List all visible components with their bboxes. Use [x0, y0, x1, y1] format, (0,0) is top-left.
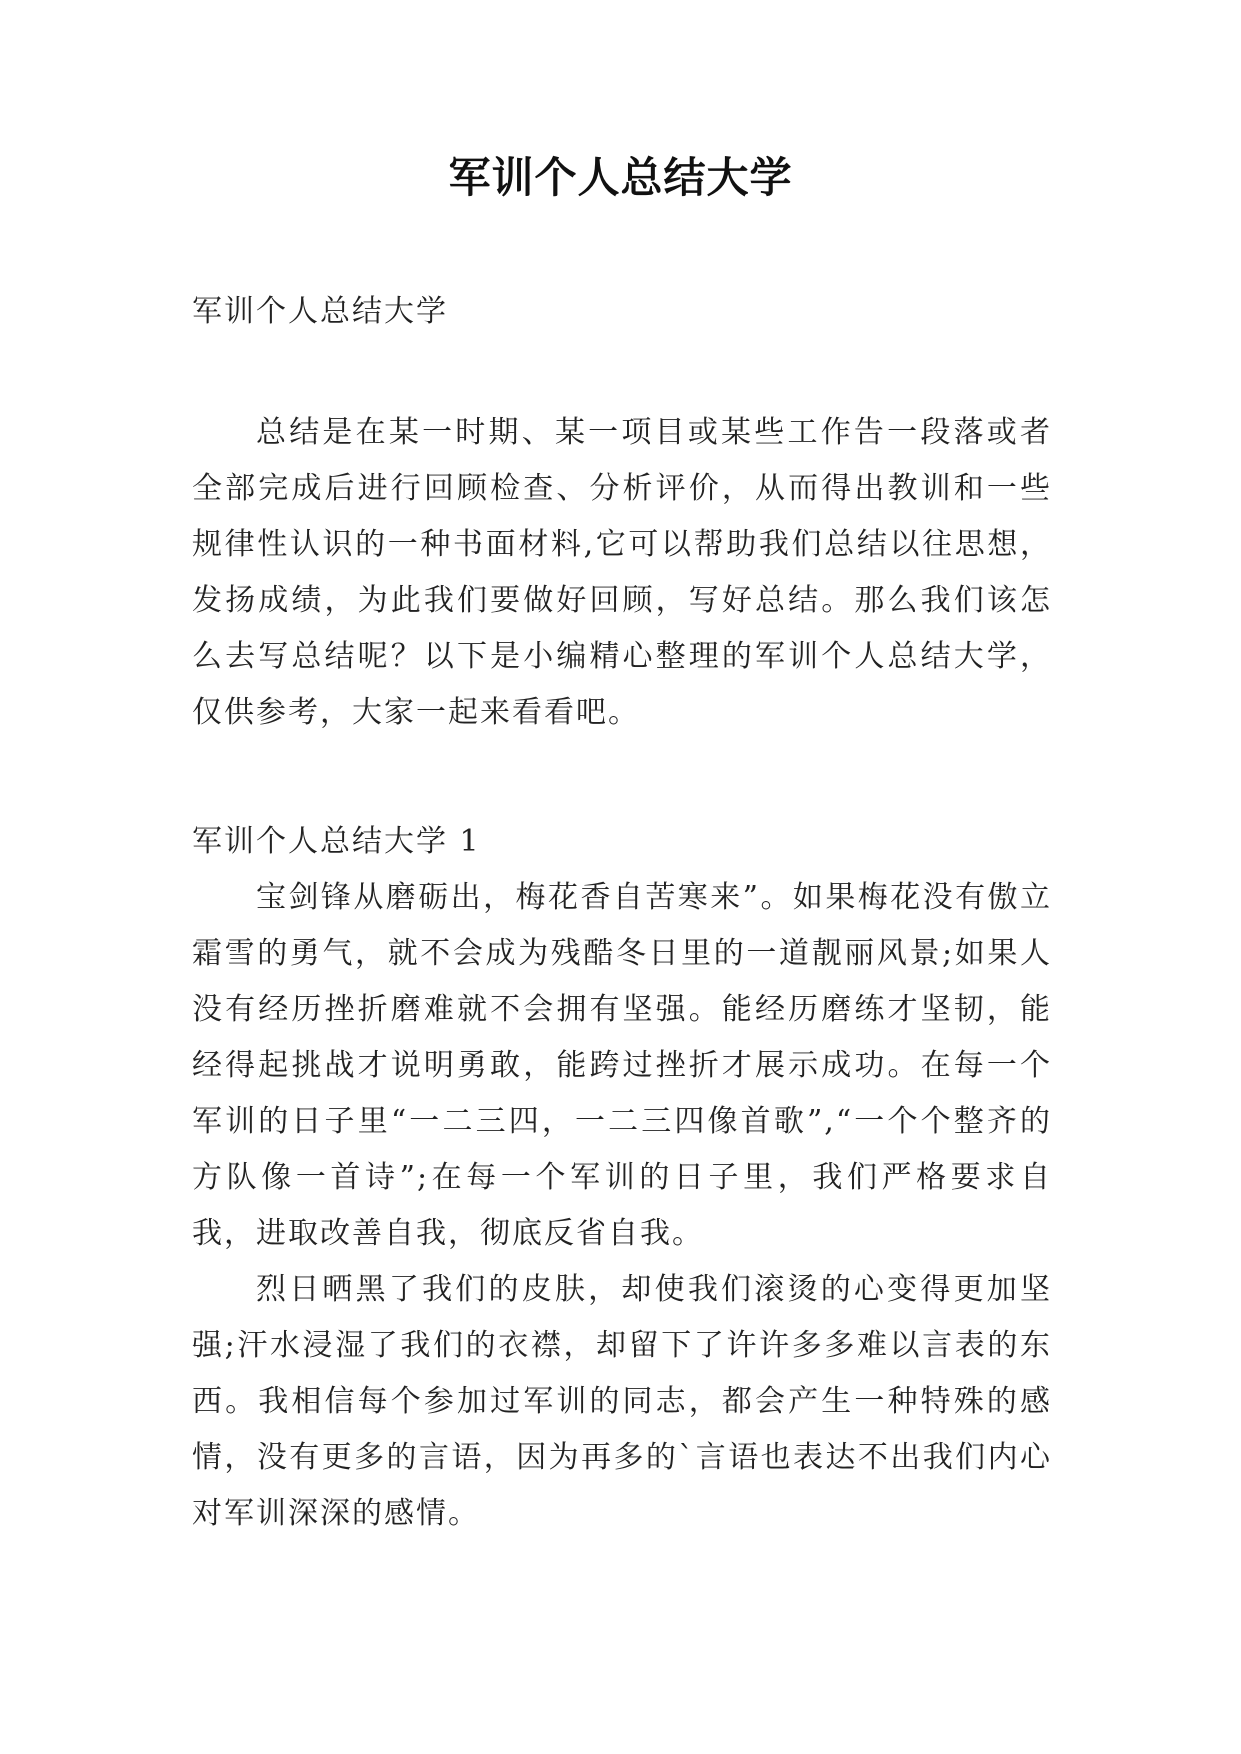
section-paragraph: 烈日晒黑了我们的皮肤，却使我们滚烫的心变得更加坚强;汗水浸湿了我们的衣襟，却留下了许许多多难以言表的东西。我相信每个参加过军训的同志，都会产生一种特殊的感情，没有更多的言语，因为再多的`言语也表达不出我们内心对军训深深的感情。	[192, 1272, 1052, 1531]
intro-paragraph: 总结是在某一时期、某一项目或某些工作告一段落或者全部完成后进行回顾检查、分析评价，从而得出教训和一些规律性认识的一种书面材料,它可以帮助我们总结以往思想，发扬成绩，为此我们要做好回顾，写好总结。那么我们该怎么去写总结呢？以下是小编精心整理的军训个人总结大学，仅供参考，大家一起来看看吧。	[192, 415, 1052, 730]
section-1	[192, 814, 1052, 1542]
subtitle-block	[192, 284, 1052, 340]
intro-block	[192, 405, 1052, 741]
section-paragraph: 宝剑锋从磨砺出，梅花香自苦寒来”。如果梅花没有傲立霜雪的勇气，就不会成为残酷冬日里的一道靓丽风景;如果人没有经历挫折磨难就不会拥有坚强。能经历磨练才坚韧，能经得起挑战才说明勇敢，能跨过挫折才展示成功。在每一个军训的日子里“一二三四，一二三四像首歌”,“一个个整齐的方队像一首诗”;在每一个军训的日子里，我们严格要求自我，进取改善自我，彻底反省自我。	[192, 880, 1052, 1251]
section-heading: 军训个人总结大学 1	[192, 824, 481, 859]
page-title: 军训个人总结大学	[448, 153, 793, 202]
document-subtitle: 军训个人总结大学	[192, 294, 448, 329]
